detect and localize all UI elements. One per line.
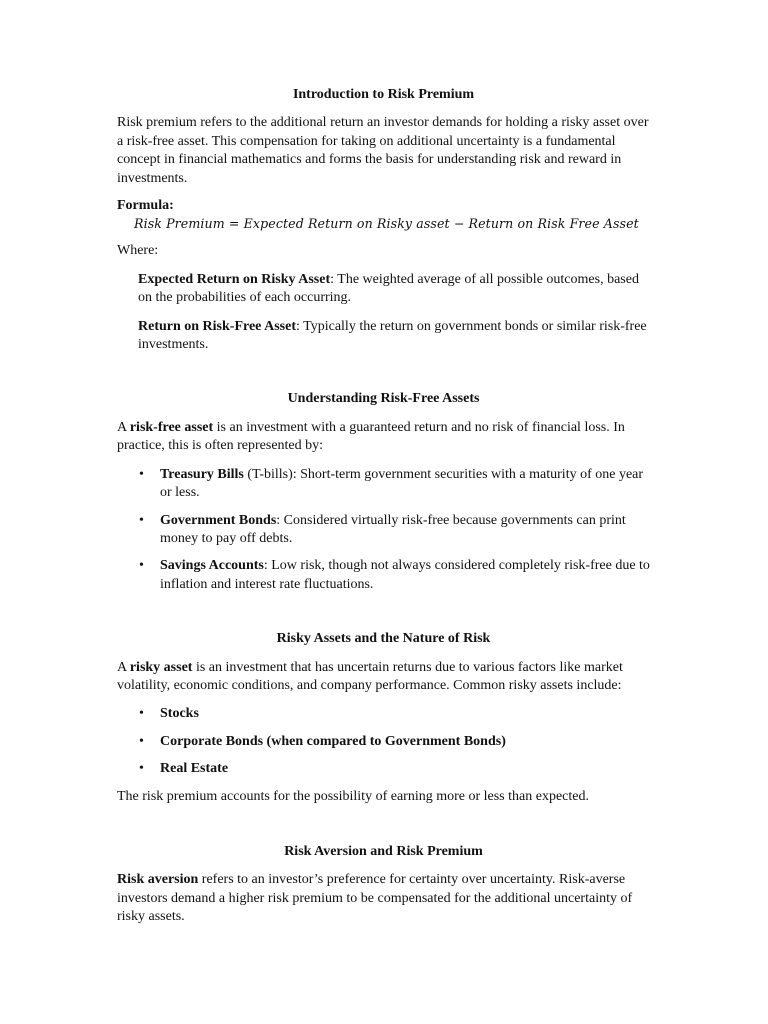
list-item-term: Government Bonds: [160, 512, 277, 528]
definition-expected-return: [138, 271, 650, 308]
intro-prefix: A: [117, 419, 130, 435]
definition-text: : The weighted average of all possible outcomes, based on the probabilities of each occurring.: [138, 271, 639, 306]
list-item: [117, 705, 650, 723]
risky-closing: The risk premium accounts for the possibility of earning more or less than expected.: [117, 788, 589, 804]
intro-paragraph: Risk premium refers to the additional return an investor demands for holding a risky asset over a risk-free asset. This compensation for taking on additional uncertainty is a fundamental concept in financial mathematics and forms the basis for understanding risk and reward in investments.: [117, 115, 649, 186]
list-item: [117, 760, 650, 778]
aversion-term: Risk aversion: [117, 872, 199, 888]
list-item-term: Treasury Bills: [160, 466, 244, 482]
risk-free-term: risk-free asset: [129, 419, 214, 435]
heading-risky-assets: Risky Assets and the Nature of Risk: [276, 631, 491, 647]
definition-term: Expected Return on Risky Asset: [138, 271, 331, 287]
aversion-text: refers to an investor’s preference for certainty over uncertainty. Risk-averse investors demand a higher risk premium to be compensated for the additional uncertainty of risky assets.: [117, 872, 633, 925]
aversion-paragraph: [117, 871, 650, 926]
intro-rest: is an investment with a guaranteed return and no risk of financial loss. In practice, this is often represented by:: [117, 419, 625, 454]
section-risk-free-assets: [117, 390, 650, 594]
formula-equation: Risk Premium = Expected Return on Risky asset − Return on Risk Free Asset: [134, 216, 639, 232]
where-label: Where:: [117, 243, 159, 259]
definition-risk-free-return: [138, 318, 650, 355]
list-item-term: Stocks: [160, 706, 199, 722]
list-item: [117, 733, 650, 751]
formula-label: Formula:: [117, 198, 174, 214]
list-item: [117, 557, 650, 594]
risky-term: risky asset: [129, 659, 193, 675]
risk-free-intro: [117, 419, 650, 456]
list-item: [117, 512, 650, 549]
list-item-term: Savings Accounts: [160, 558, 264, 574]
list-item-term: Corporate Bonds (when compared to Government Bonds): [160, 733, 506, 749]
risky-list: [117, 705, 650, 778]
heading-risk-aversion: Risk Aversion and Risk Premium: [284, 843, 483, 859]
list-item-text: : Low risk, though not always considered completely risk-free due to inflation and interest rate fluctuations.: [160, 558, 650, 592]
definition-term: Return on Risk-Free Asset: [138, 318, 297, 334]
definition-text: : Typically the return on government bonds or similar risk-free investments.: [138, 318, 647, 353]
risky-intro: [117, 659, 650, 696]
intro-prefix: A: [117, 659, 130, 675]
list-item-text: : Considered virtually risk-free because governments can print money to pay off debts.: [160, 512, 626, 546]
list-item-text: (T-bills): Short-term government securities with a maturity of one year or less.: [160, 466, 644, 501]
document-body: [117, 86, 650, 927]
list-item-term: Real Estate: [160, 761, 229, 777]
list-item: [117, 466, 650, 503]
heading-risk-free-assets: Understanding Risk-Free Assets: [287, 391, 480, 407]
heading-intro: Introduction to Risk Premium: [292, 87, 475, 102]
section-risk-aversion: [117, 843, 650, 927]
intro-rest: is an investment that has uncertain returns due to various factors like market volatility, economic conditions, and company performance. Common risky assets include:: [117, 659, 623, 693]
section-intro: [117, 86, 650, 354]
section-risky-assets: [117, 630, 650, 806]
risk-free-list: [117, 466, 650, 594]
